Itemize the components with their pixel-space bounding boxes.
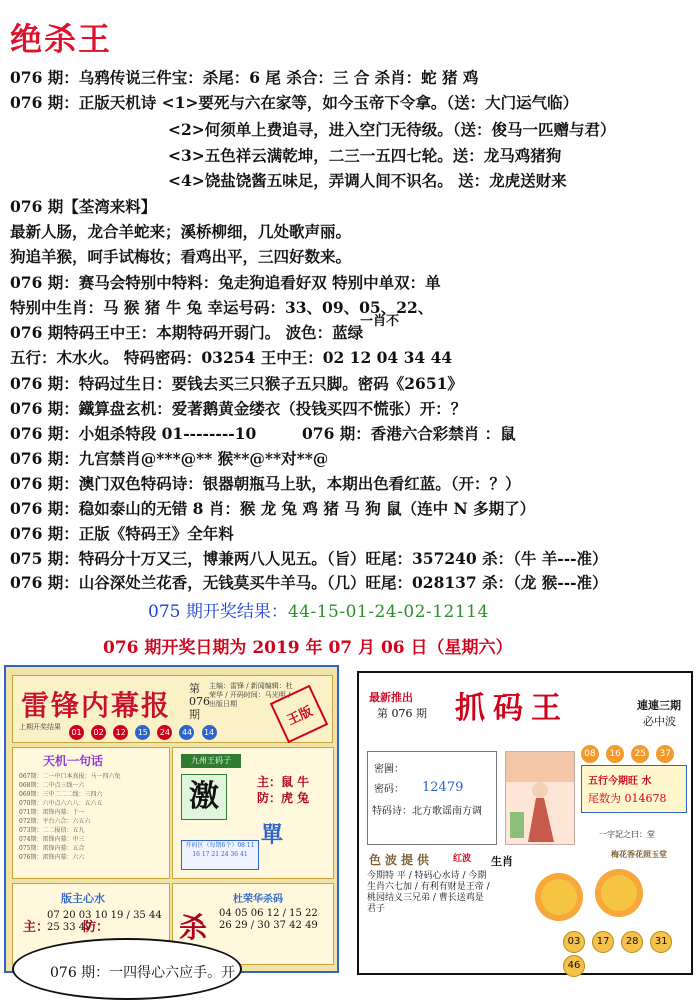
- line: 五行：木水火。 特码密码：03254 王中王：02 12 04 34 44: [10, 348, 453, 367]
- hua-line: 梅花香花照玉堂: [611, 849, 667, 859]
- line: 076 期：正版《特码王》全年料: [10, 524, 234, 543]
- row: 076期：雷锋内幕：六六: [19, 854, 85, 861]
- number-ball: 15: [135, 725, 150, 740]
- line: 076 期：九宫禁肖@***@** 猴**@**对**@: [10, 449, 329, 468]
- number-ball: 12: [113, 725, 128, 740]
- page-title: 绝杀王: [10, 20, 113, 58]
- result-line: [148, 597, 489, 622]
- newspaper-leifeng: [4, 665, 339, 973]
- shengxiao-label: 生肖: [491, 855, 513, 868]
- section-title: 杜荣华杀码: [233, 894, 283, 905]
- section-numbers: 07 20 03 10 19 / 35 44 25 33 47: [47, 910, 162, 933]
- line: <4>饶盐饶酱五味足，弄调人间不识名。 送：龙虎送财来: [168, 171, 567, 190]
- row: 073期：二二报信：五九: [19, 827, 85, 834]
- paper-stamp: 王版: [270, 685, 328, 743]
- zodiac-picks: [257, 774, 309, 806]
- number-ball: 28: [621, 931, 643, 953]
- row: 071期：雷锋内幕：十一: [19, 809, 85, 816]
- row: 074期：雷锋内幕：中三: [19, 836, 85, 843]
- paper-brand: 抓码王: [455, 691, 569, 726]
- line: 076 期：乌鸦传说三件宝：杀尾：6 尾 杀合：三 合 杀肖：蛇 猪 鸡: [10, 68, 479, 87]
- row: 070期：六中点六六八：五六五: [19, 800, 103, 807]
- number-ball: 37: [656, 745, 674, 763]
- line: 076 期：赛马会特别中特料：兔走狗追看好双 特别中单双：单: [10, 273, 441, 292]
- number-ball: 24: [157, 725, 172, 740]
- line: 076 期特码王中王：本期特码开弱门。 波色：蓝绿: [10, 323, 364, 342]
- draw-date: 076 期开奖日期为 2019 年 07 月 06 日（星期六）: [103, 638, 513, 658]
- sun-icon: [595, 869, 643, 917]
- number-ball: 08: [581, 745, 599, 763]
- wuxing-box: [581, 765, 687, 813]
- lady-illustration: [505, 751, 575, 845]
- section-jiuzhou: [172, 747, 334, 879]
- hongbo-label: 红波: [453, 854, 472, 864]
- number-ball: 02: [91, 725, 106, 740]
- sha-character: 杀: [179, 911, 208, 944]
- wuxing-line: 五行今期旺 水: [588, 776, 652, 787]
- prev-result-label: 上期开奖结果: [19, 723, 61, 731]
- result-label: 075 期开奖结果：: [148, 602, 288, 622]
- line: 076 期：香港六合彩禁肖 ：鼠: [302, 424, 516, 443]
- newspaper-zhuamawang: [357, 671, 693, 975]
- zhu-pick: 主：鼠 牛: [257, 775, 310, 789]
- mi-ma-value: 12479: [422, 780, 464, 795]
- open-code-box: 开码区（每期6个）08 11 16 17 21 24 36 41: [181, 840, 259, 870]
- weishu-line: 尾数为 014678: [588, 792, 667, 805]
- line: 076 期：澳门双色特码诗：银器朝瓶马上驮，本期出色看红蓝。（开：？）: [10, 474, 521, 493]
- fang-pick: 防：虎 兔: [257, 791, 310, 805]
- line: 最新人肠，龙合羊蛇来；溪桥柳细，几处歌声丽。: [10, 222, 352, 241]
- line: 076 期：稳如泰山的无错 8 肖：猴 龙 兔 鸡 猪 马 狗 鼠（连中 N 多期了）: [10, 499, 536, 518]
- big-character: 激: [181, 774, 227, 820]
- lady-figure-icon: [506, 752, 574, 844]
- overlay-text: 一肖不: [360, 314, 400, 329]
- line: 076 期【荃湾来料】: [10, 197, 157, 216]
- row: 068期：二中点三线一六: [19, 782, 85, 789]
- zhu-label: 主：: [23, 920, 50, 935]
- line: 076 期：小姐杀特段 01--------10: [10, 424, 257, 443]
- poem-columns: 今期特 平 / 特码心水诗 / 今期生肖六七加 / 有利有财是王帝 / 桃园结义三兄弟 / 曹长送鸡是君子: [367, 871, 490, 914]
- number-ball: 16: [606, 745, 624, 763]
- line: <2>何须单上费追寻，进入空门无待级。（送：俊马一匹赠与君）: [168, 120, 616, 139]
- row: 075期：雷锋内幕：五合: [19, 845, 85, 852]
- section-rows: [19, 772, 120, 862]
- number-ball: 01: [69, 725, 84, 740]
- top-balls: [581, 741, 676, 763]
- paper-header: [12, 675, 333, 743]
- number-ball: 03: [563, 931, 585, 953]
- row: 069期：三中二二二线：三四六: [19, 791, 103, 798]
- bizhong-label: 必中波: [643, 715, 676, 728]
- sun-icon: [535, 873, 583, 921]
- paper-brand: 雷锋内幕报: [21, 689, 172, 722]
- number-ball: 44: [179, 725, 194, 740]
- section-title: 九州王码子: [181, 754, 241, 768]
- dan-character: 單: [261, 822, 284, 848]
- tema-poem: 特码诗：北方歌谣南方调: [372, 806, 482, 817]
- fang-label: 防：: [83, 920, 110, 935]
- section-tianji: [12, 747, 170, 879]
- line: 076 期：特码过生日：要钱去买三只猴子五只脚。密码《2651》: [10, 374, 463, 393]
- secret-box: [367, 751, 497, 845]
- section-title: 版主心水: [61, 892, 105, 905]
- line: <3>五色祥云满乾坤，二三一五四七轮。送：龙马鸡猪狗: [168, 146, 562, 165]
- number-ball: 17: [592, 931, 614, 953]
- bubble-text: 076 期：一四得心六应手。开: [50, 965, 236, 981]
- line: 076 期：山谷深处兰花香，无钱莫买牛羊马。（几）旺尾：028137 杀：（龙 猴---准）: [10, 573, 608, 592]
- sebo-banner: 色波提供: [369, 853, 434, 867]
- row: 067期：二一中口本真报：马一四六兔: [19, 773, 121, 780]
- number-ball: 25: [631, 745, 649, 763]
- line: 狗追羊猴，呵手试梅妆；看鸡出平，三四好数来。: [10, 247, 352, 266]
- prev-result-balls: [69, 720, 219, 740]
- speech-bubble: [12, 938, 242, 1000]
- number-ball: 46: [563, 955, 585, 977]
- mi-tu-label: 密圖：: [374, 764, 404, 775]
- yizi-line: 一字記之曰：堂: [599, 830, 655, 839]
- lianzhong-label: 連連三期: [637, 699, 681, 712]
- line: 075 期：特码分十万又三，博兼两八人见五。（旨）旺尾：357240 杀：（牛 羊---准）: [10, 549, 608, 568]
- bottom-balls: [563, 929, 691, 977]
- new-label: 最新推出: [369, 691, 413, 704]
- line: 076 期：正版天机诗 <1>要死与六在家等，如今玉帝下令拿。（送：大门运气临）: [10, 93, 579, 112]
- number-ball: 14: [202, 725, 217, 740]
- paper-issue: 第 076 期: [189, 682, 210, 721]
- line: 076 期：鐵算盘玄机：爱著鹅黄金缕衣（投钱买四不慌张）开：？: [10, 399, 467, 418]
- row: 072期：平台六合：六五六: [19, 818, 91, 825]
- paper-info: 主编：雷锋 / 新闻编辑：杜荣华 / 开码时间：马光明 / 出版日期: [209, 682, 293, 708]
- mi-ma-label: 密码：: [374, 784, 404, 795]
- section-numbers: 04 05 06 12 / 15 22 26 29 / 30 37 42 49: [219, 908, 318, 931]
- line: 特别中生肖：马 猴 猪 牛 兔 幸运号码：33、09、05、22、: [10, 298, 434, 317]
- number-ball: 31: [650, 931, 672, 953]
- paper-issue: 第 076 期: [377, 707, 427, 720]
- section-title: 天机一句话: [43, 754, 104, 768]
- result-numbers: 44-15-01-24-02-12114: [287, 602, 489, 622]
